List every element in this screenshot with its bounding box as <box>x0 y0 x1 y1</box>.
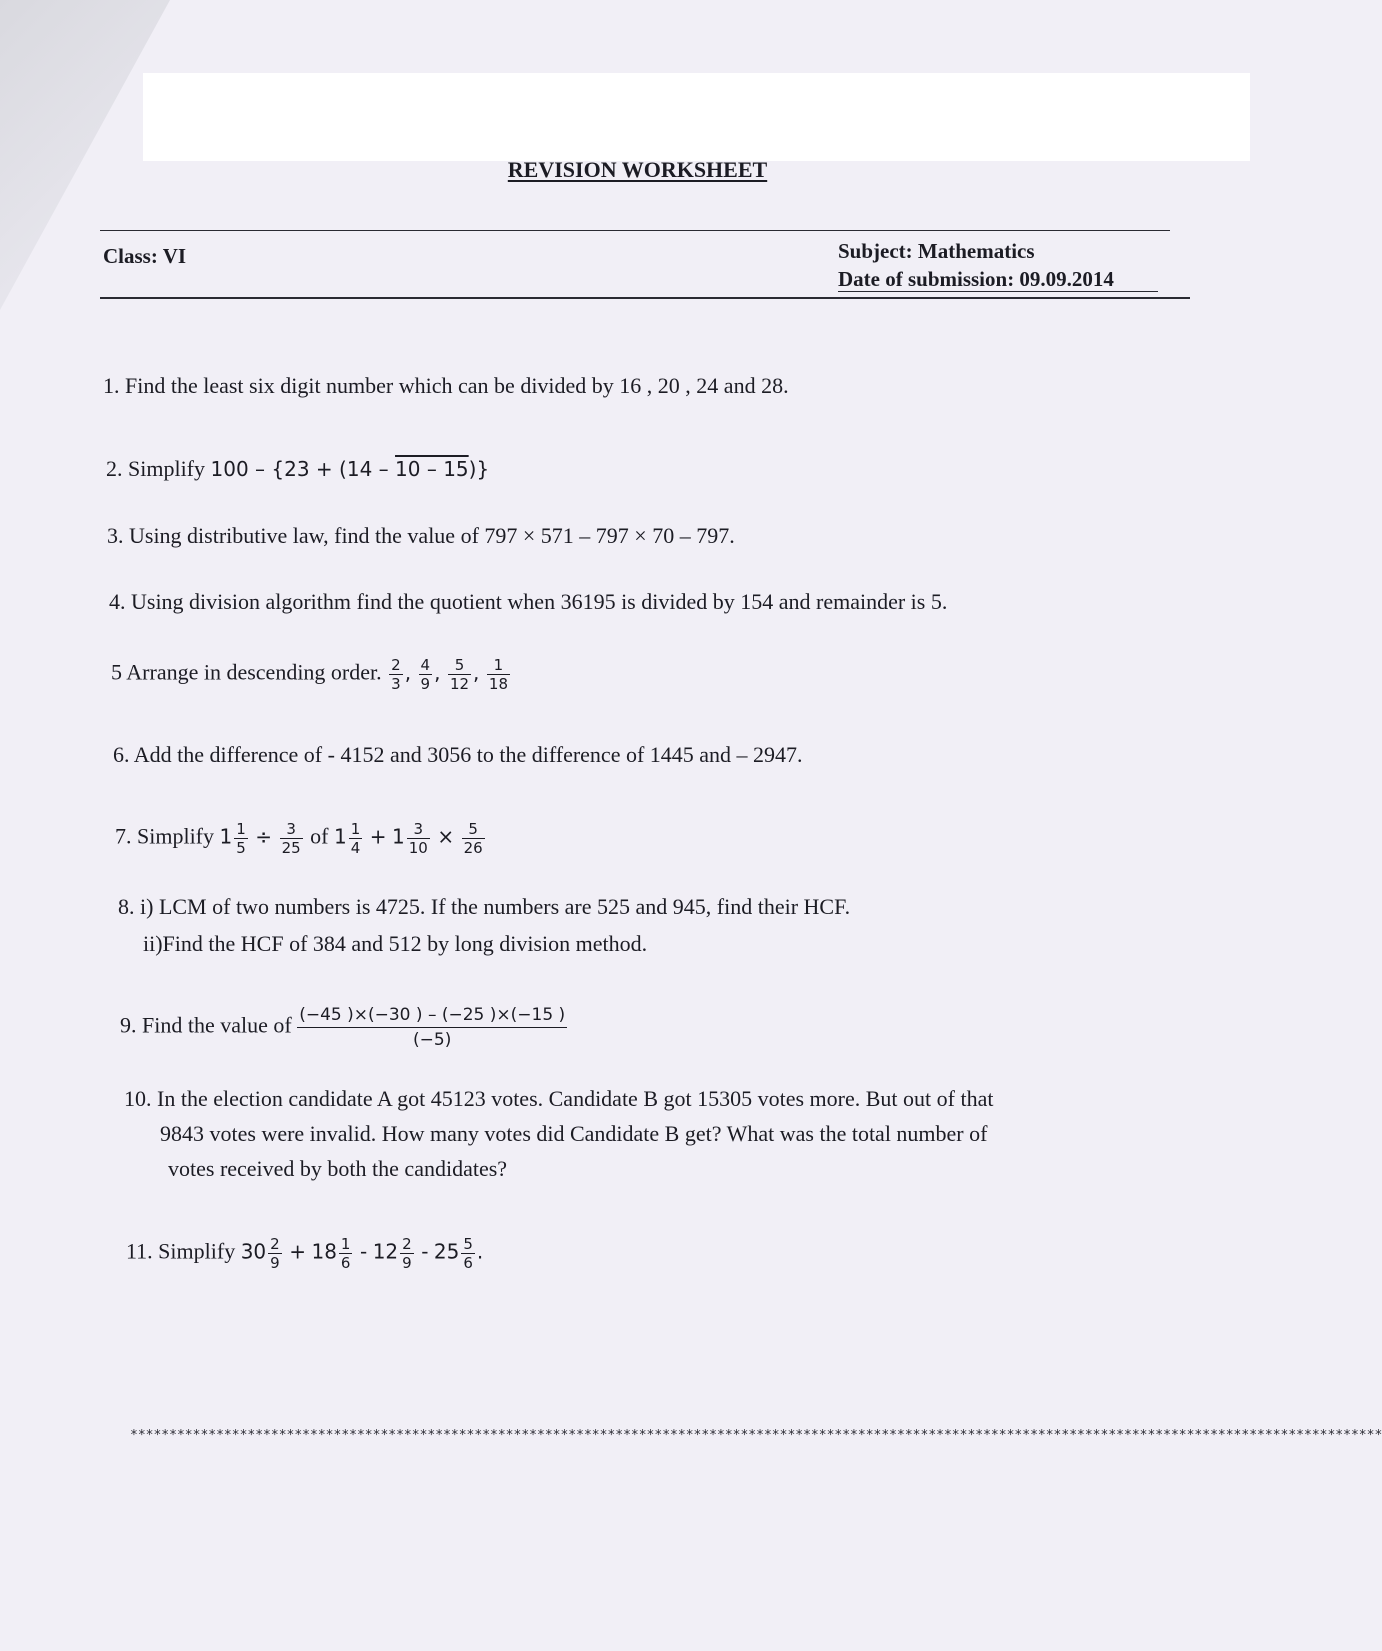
question-11: 11. Simplify 30 $\frac{2}{9}$ + 18 $\frac{1}{6}$ - 12 $\frac{2}{9}$ - 25 $\frac{5}{6}$ . <box>126 1235 484 1272</box>
question-4: 4. Using division algorithm find the quotient when 36195 is divided by 154 and remainder is 5. <box>109 589 948 614</box>
question-2 <box>106 455 489 483</box>
fraction: $\frac{2}{9}$ <box>270 1235 280 1272</box>
worksheet-title: REVISION WORKSHEET <box>507 157 768 182</box>
question-2-expr-b: )} <box>468 457 490 481</box>
question-2-expr-bar: 10 – 15 <box>395 457 469 481</box>
question-10-line-1: 10. In the election candidate A got 45123 votes. Candidate B got 15305 votes more. But out of that <box>124 1086 994 1111</box>
question-10-line-3: votes received by both the candidates? <box>168 1156 508 1181</box>
question-9-fraction: $\frac{(-45 )\times(-30 ) - (-25 )\times(-15 )}{(-5)}$ <box>299 1005 566 1050</box>
question-9-prefix: 9. Find the value of <box>120 1012 292 1038</box>
question-3: 3. Using distributive law, find the value of 797 × 571 – 797 × 70 – 797. <box>107 523 735 548</box>
fraction: $\frac{1}{18}$ <box>488 656 508 693</box>
question-1: 1. Find the least six digit number which can be divided by 16 , 20 , 24 and 28. <box>103 373 789 398</box>
fraction: $\frac{5}{26}$ <box>463 820 483 857</box>
question-6: 6. Add the difference of - 4152 and 3056 to the difference of 1445 and – 2947. <box>113 742 803 767</box>
redacted-header <box>143 73 1250 161</box>
header-rule-bottom <box>100 297 1190 299</box>
header-rule-top <box>100 230 1170 231</box>
question-8-part-2: ii)Find the HCF of 384 and 512 by long division method. <box>143 931 648 956</box>
question-2-expr-a: 100 – {23 + (14 – <box>210 457 396 481</box>
footer-star-divider: **************************************************************************************************************************************************************** <box>130 1428 1382 1443</box>
fraction: $\frac{2}{9}$ <box>402 1235 412 1272</box>
date-underline <box>838 291 1158 292</box>
question-11-prefix: 11. Simplify <box>126 1238 236 1264</box>
question-5-prefix: 5 Arrange in descending order. <box>111 659 382 685</box>
question-7: 7. Simplify 1 $\frac{1}{5}$ ÷ $\frac{3}{25}$ of 1 $\frac{1}{4}$ + 1 $\frac{3}{10}$ × $\frac{5}{26}$ <box>115 820 483 857</box>
question-10-line-2: 9843 votes were invalid. How many votes did Candidate B get? What was the total number of <box>160 1121 988 1146</box>
fraction: $\frac{3}{10}$ <box>408 820 428 857</box>
fraction: $\frac{5}{6}$ <box>463 1235 473 1272</box>
question-9 <box>120 1003 567 1052</box>
question-8-part-1: 8. i) LCM of two numbers is 4725. If the numbers are 525 and 945, find their HCF. <box>118 894 851 919</box>
subject-block <box>838 237 1114 293</box>
fraction: $\frac{1}{5}$ <box>236 820 246 857</box>
date-label: Date of submission: 09.09.2014 <box>838 267 1114 291</box>
question-7-prefix: 7. Simplify <box>115 823 215 849</box>
fraction: $\frac{2}{3}$ <box>391 656 401 693</box>
fraction: $\frac{1}{4}$ <box>350 820 361 857</box>
question-5: 5 Arrange in descending order. $\frac{2}{3}$ , $\frac{4}{9}$ , $\frac{5}{12}$ , $\frac{1}{18}$ <box>111 656 508 693</box>
fraction: $\frac{1}{6}$ <box>340 1235 351 1272</box>
fraction: $\frac{3}{25}$ <box>281 820 301 857</box>
question-2-prefix: 2. Simplify <box>106 456 206 481</box>
fraction: $\frac{5}{12}$ <box>449 656 470 693</box>
class-label: Class: VI <box>103 244 187 268</box>
subject-label: Subject: Mathematics <box>838 239 1035 263</box>
fraction: $\frac{4}{9}$ <box>420 656 431 693</box>
